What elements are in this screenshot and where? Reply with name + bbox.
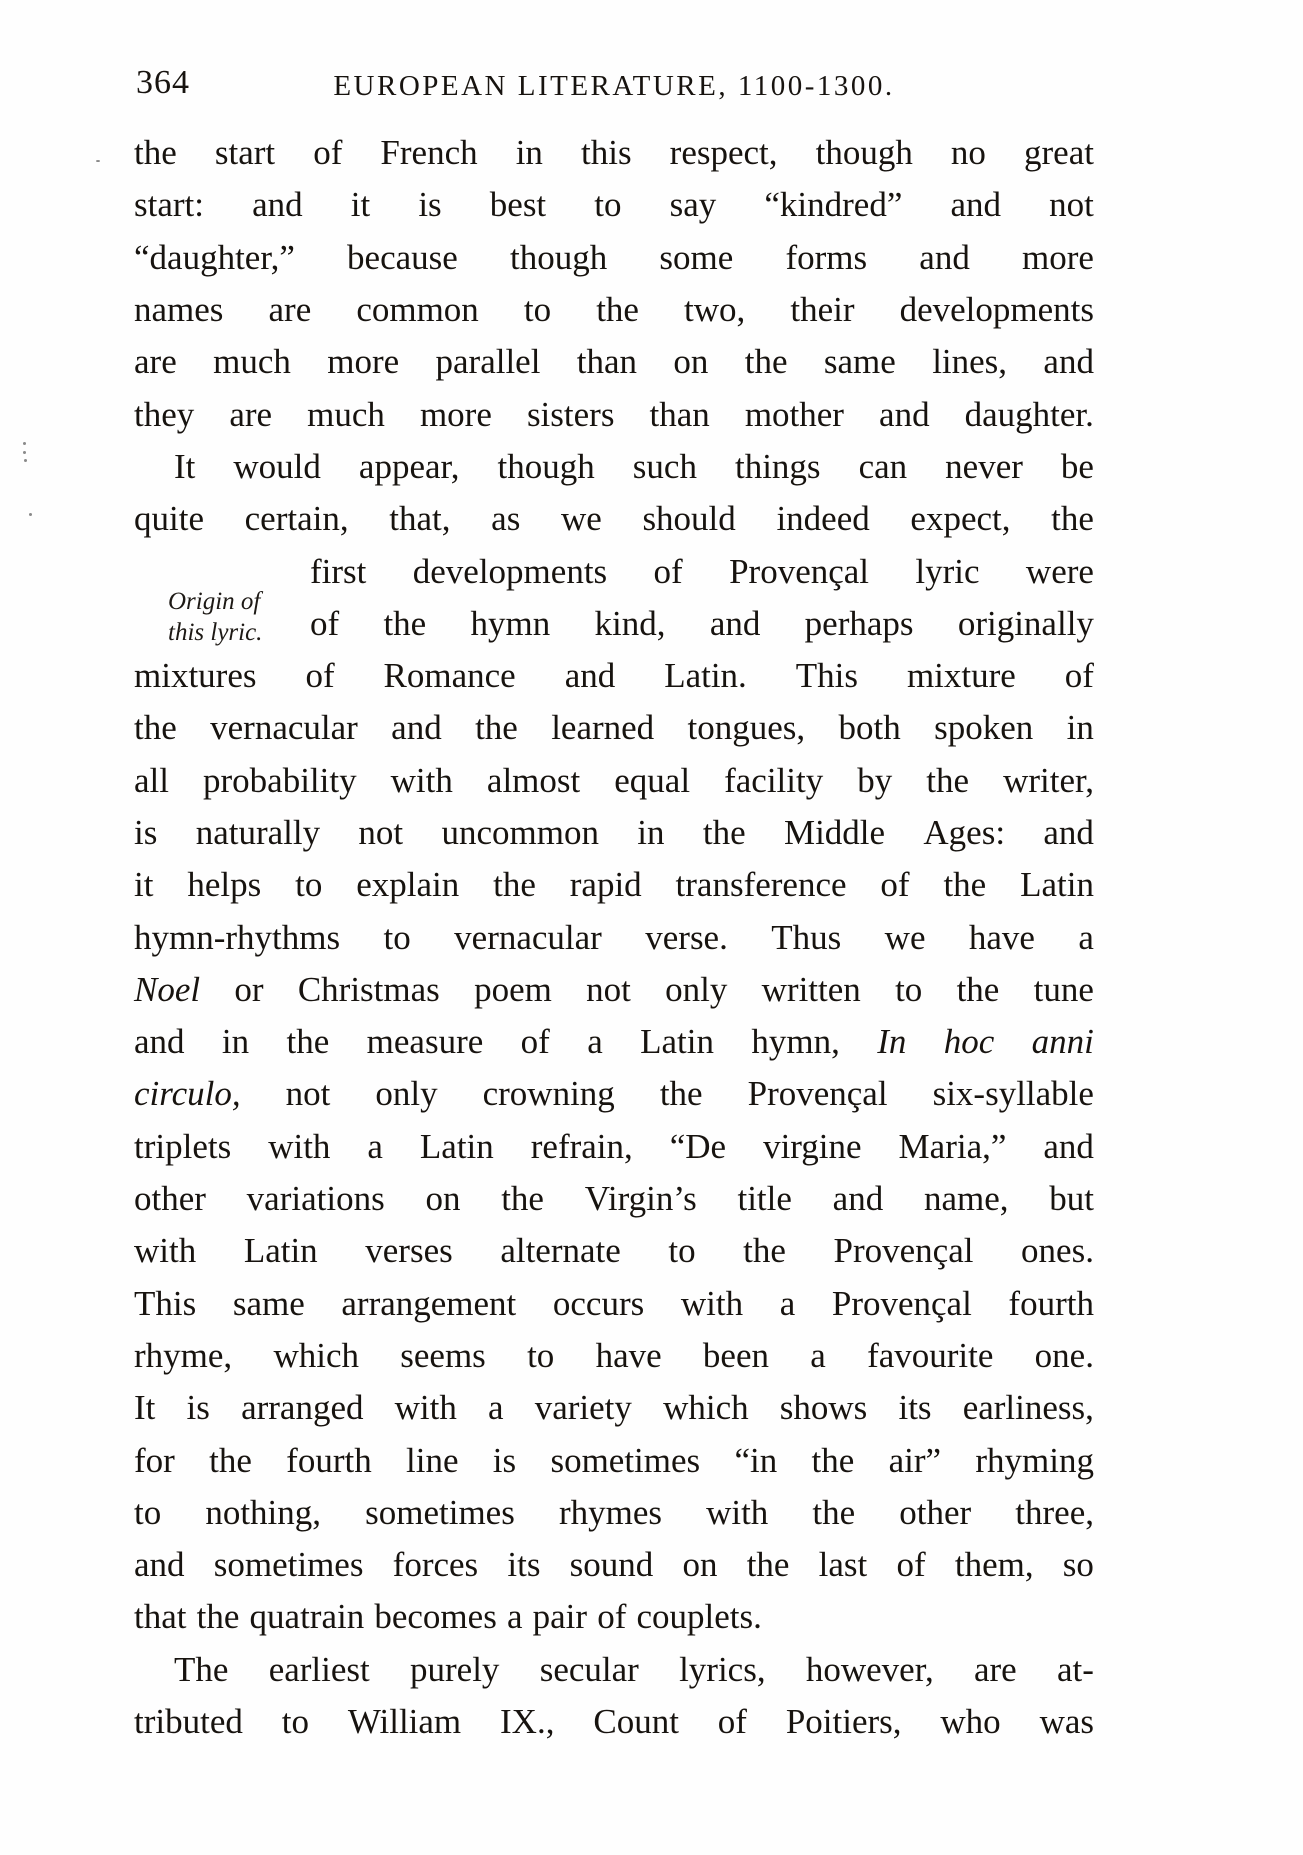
scan-speck	[23, 451, 26, 454]
text-line: with Latin verses alternate to the Provençal ones.	[134, 1231, 1094, 1271]
scan-speck	[96, 160, 100, 162]
text-line: the start of French in this respect, though no great	[134, 133, 1094, 173]
text-line: the vernacular and the learned tongues, both spoken in	[134, 708, 1094, 748]
text-line: it helps to explain the rapid transference of the Latin	[134, 865, 1094, 905]
text-line: first developments of Provençal lyric were	[310, 551, 1094, 591]
text-line: other variations on the Virgin’s title and name, but	[134, 1179, 1094, 1219]
scan-speck	[24, 459, 27, 462]
text-line: It would appear, though such things can never be	[174, 446, 1094, 486]
text-line: Noel or Christmas poem not only written to the tune	[134, 969, 1094, 1009]
text-line: is naturally not uncommon in the Middle Ages: and	[134, 813, 1094, 852]
text-line: and sometimes forces its sound on the last of them, so	[134, 1545, 1094, 1585]
text-line: triplets with a Latin refrain, “De virgine Maria,” and	[134, 1126, 1094, 1166]
text-line: tributed to William IX., Count of Poitiers, who was	[134, 1702, 1094, 1742]
text-line: “daughter,” because though some forms and more	[134, 237, 1094, 277]
text-line: all probability with almost equal facility by the writer,	[134, 760, 1094, 800]
text-line: are much more parallel than on the same lines, and	[134, 342, 1094, 382]
text-line: circulo, not only crowning the Provençal six-syllable	[134, 1074, 1094, 1114]
margin-note-line: this lyric.	[168, 619, 263, 646]
text-line: It is arranged with a variety which shows its earliness,	[134, 1388, 1094, 1428]
text-line: that the quatrain becomes a pair of couplets.	[134, 1597, 762, 1637]
page-number: 364	[136, 64, 190, 101]
text-line: rhyme, which seems to have been a favourite one.	[134, 1335, 1094, 1375]
text-line: to nothing, sometimes rhymes with the other three,	[134, 1492, 1094, 1532]
text-line: start: and it is best to say “kindred” and not	[134, 185, 1094, 225]
text-line: mixtures of Romance and Latin. This mixture of	[134, 656, 1094, 696]
text-line: quite certain, that, as we should indeed expect, the	[134, 499, 1094, 539]
text-line: they are much more sisters than mother and daughter.	[134, 394, 1094, 434]
text-line: and in the measure of a Latin hymn, In hoc anni	[134, 1022, 1094, 1062]
text-line: names are common to the two, their developments	[134, 290, 1094, 330]
scan-speck	[23, 442, 26, 445]
margin-note-line: Origin of	[168, 588, 261, 615]
margin-note	[168, 586, 262, 648]
scan-speck	[29, 513, 32, 516]
text-line: The earliest purely secular lyrics, however, are at-	[174, 1649, 1094, 1689]
text-line: This same arrangement occurs with a Provençal fourth	[134, 1283, 1094, 1323]
body-text	[134, 127, 1094, 1748]
text-line: of the hymn kind, and perhaps originally	[310, 603, 1094, 643]
running-title: EUROPEAN LITERATURE, 1100-1300.	[333, 70, 895, 102]
text-line: hymn-rhythms to vernacular verse. Thus we have a	[134, 917, 1094, 957]
text-line: for the fourth line is sometimes “in the air” rhyming	[134, 1440, 1094, 1480]
